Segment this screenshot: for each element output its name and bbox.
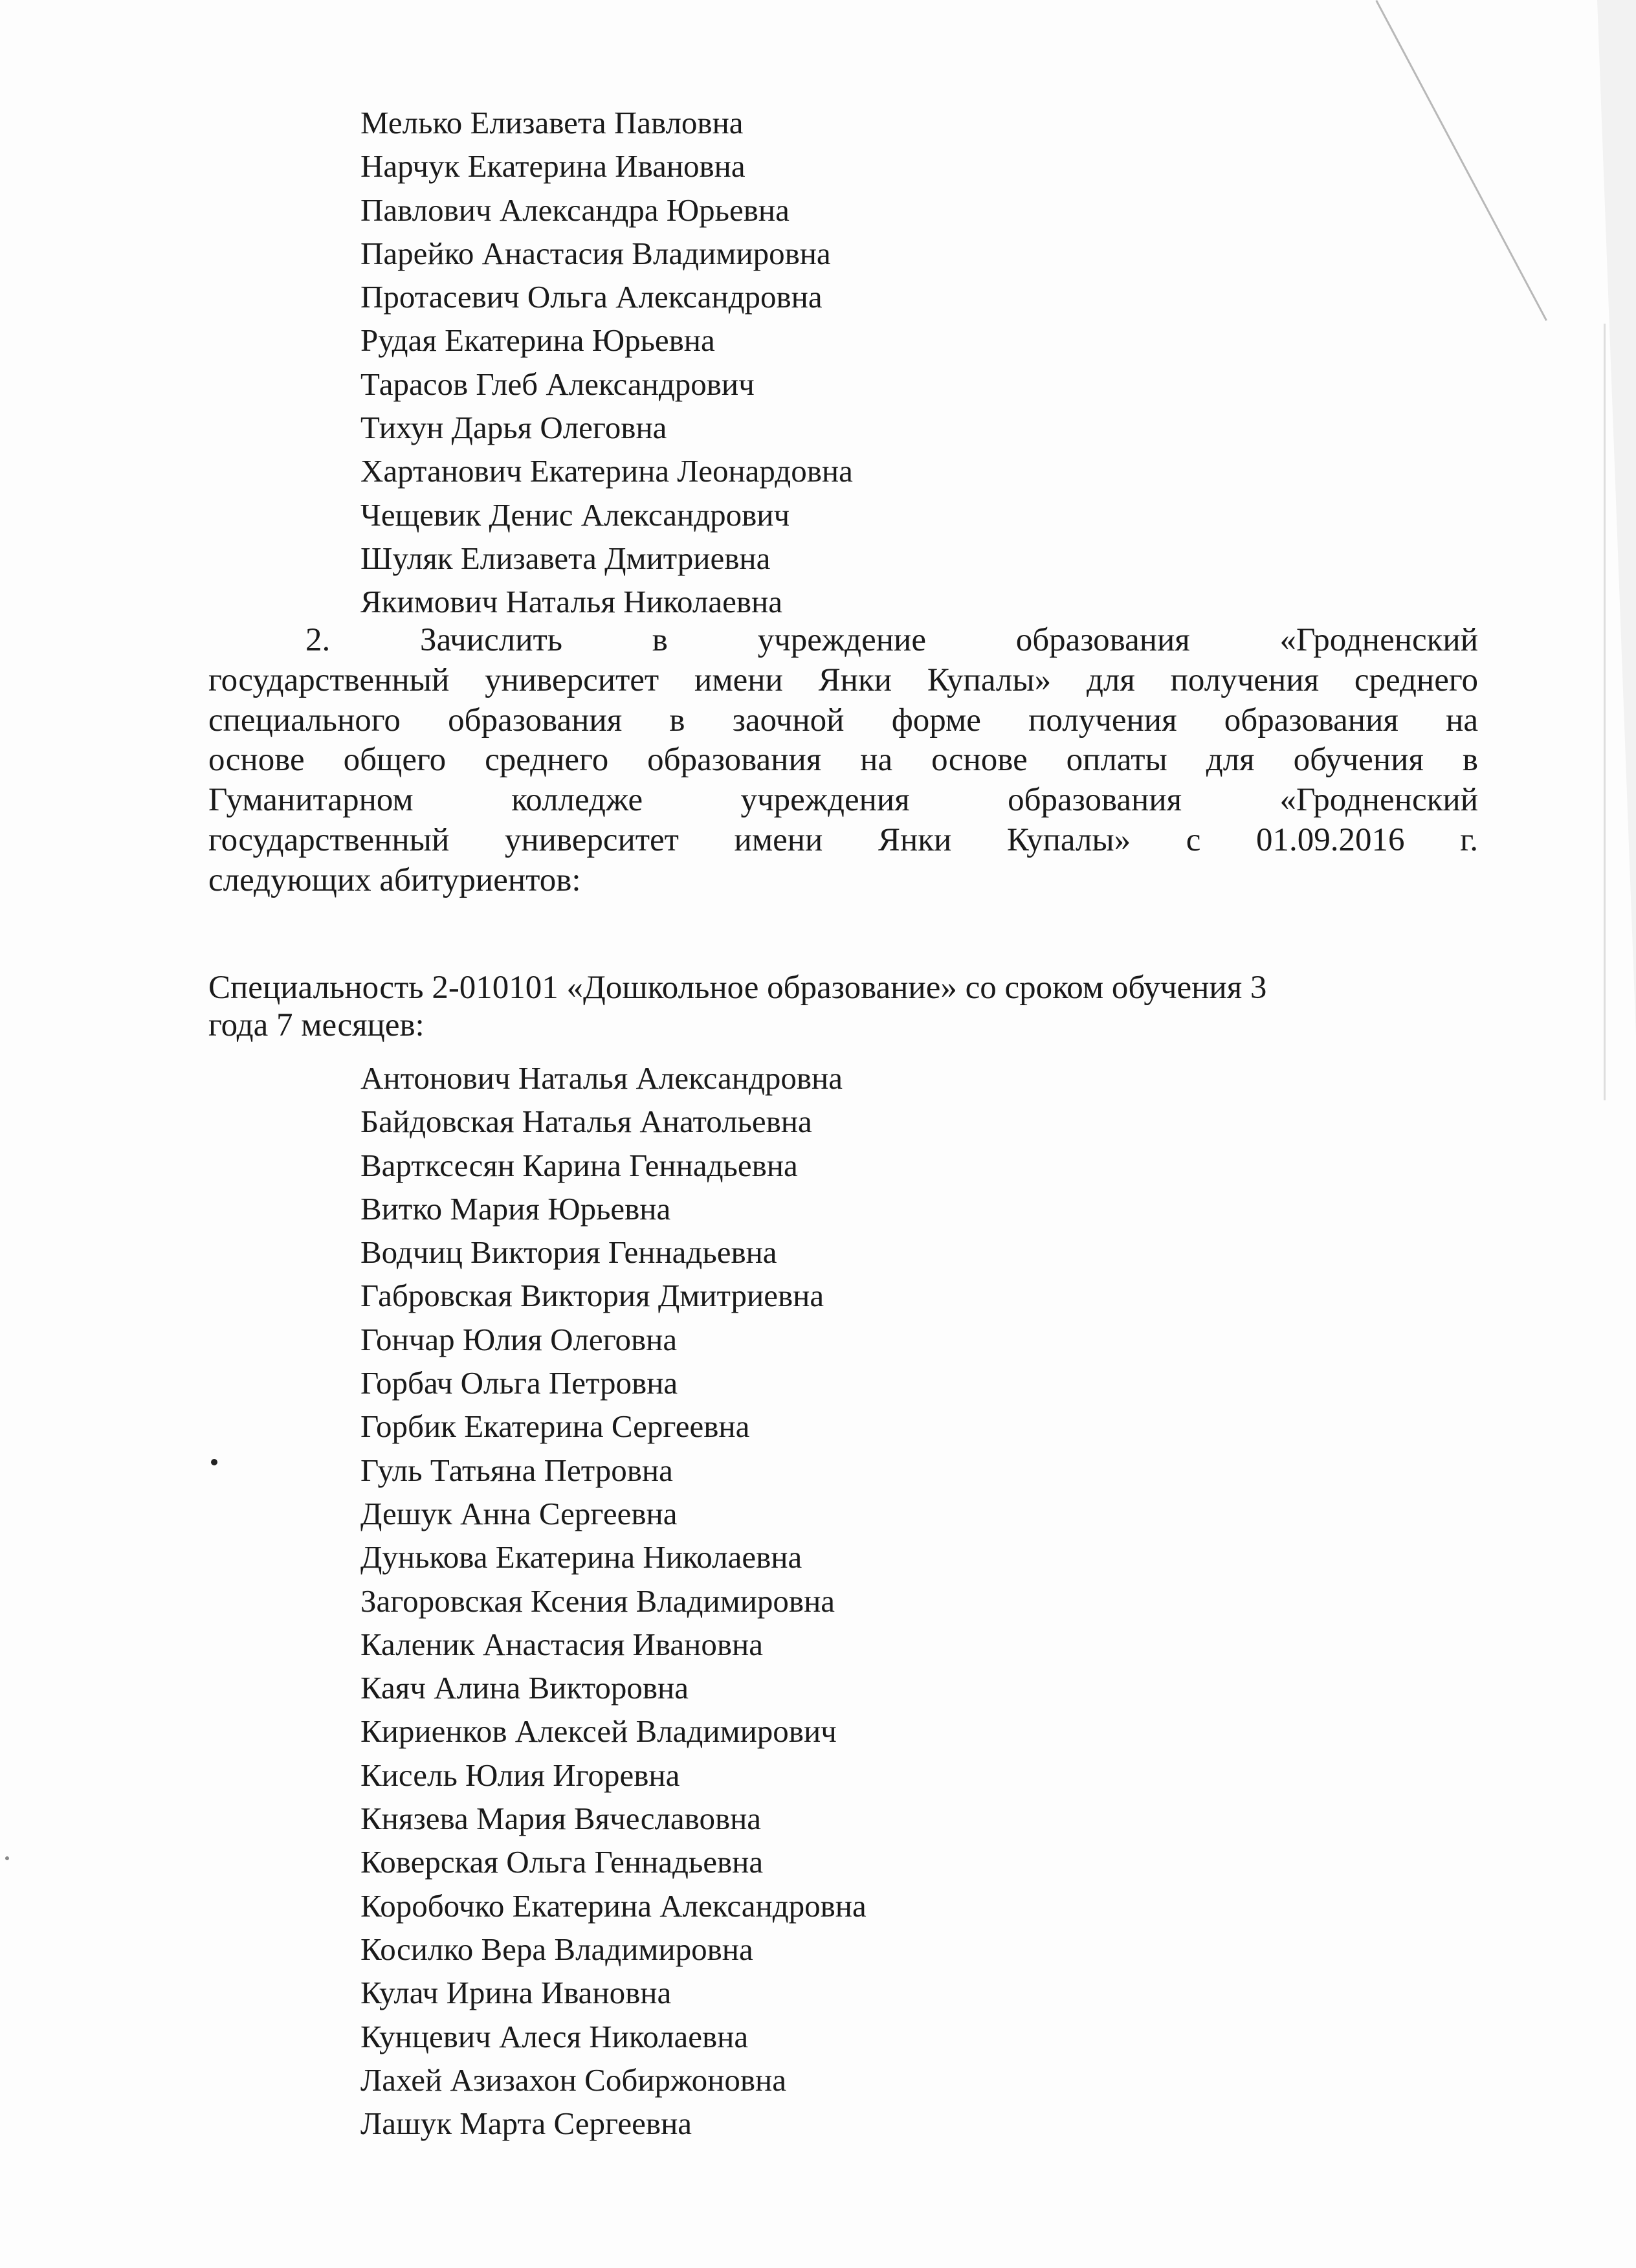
list-item: Каленик Анастасия Ивановна xyxy=(360,1626,763,1662)
specialty-line: Специальность 2-010101 «Дошкольное образование» со сроком обучения 3 xyxy=(208,970,1267,1006)
list-item: Вартксесян Карина Геннадьевна xyxy=(360,1147,798,1183)
specialty-line: года 7 месяцев: xyxy=(208,1007,425,1043)
list-item: Лахей Азизахон Собиржоновна xyxy=(360,2062,786,2098)
list-item: Дунькова Екатерина Николаевна xyxy=(360,1539,802,1575)
list-item: Шуляк Елизавета Дмитриевна xyxy=(360,540,771,576)
list-item: Горбач Ольга Петровна xyxy=(360,1365,678,1401)
list-item: Косилко Вера Владимировна xyxy=(360,1931,753,1967)
list-item: Витко Мария Юрьевна xyxy=(360,1190,671,1227)
list-item: Парейко Анастасия Владимировна xyxy=(360,235,831,271)
list-item: Кисель Юлия Игоревна xyxy=(360,1757,680,1793)
list-item: Чещевик Денис Александрович xyxy=(360,496,790,533)
list-item: Кунцевич Алеся Николаевна xyxy=(360,2018,749,2054)
list-item: Кулач Ирина Ивановна xyxy=(360,1975,672,2011)
enrolled-names-list-continued xyxy=(360,101,853,624)
list-item: Тихун Дарья Олеговна xyxy=(360,410,667,446)
list-item: Водчиц Виктория Геннадьевна xyxy=(360,1234,777,1271)
list-item: Байдовская Наталья Анатольевна xyxy=(360,1104,812,1140)
paragraph-line: Гуманитарном колледже учреждения образования «Гродненский xyxy=(208,782,1478,819)
scan-speck xyxy=(5,1856,9,1860)
paragraph-line: специального образования в заочной форме получения образования на xyxy=(208,702,1478,739)
list-item: Лашук Марта Сергеевна xyxy=(360,2106,692,2142)
paragraph-line: следующих абитуриентов: xyxy=(208,862,581,898)
list-item: Гуль Татьяна Петровна xyxy=(360,1452,673,1488)
scanned-page-edge xyxy=(1604,324,1606,1100)
list-item: Дешук Анна Сергеевна xyxy=(360,1495,678,1531)
list-item: Коробочко Екатерина Александровна xyxy=(360,1887,867,1924)
list-item: Горбик Екатерина Сергеевна xyxy=(360,1408,750,1445)
list-item: Загоровская Ксения Владимировна xyxy=(360,1583,835,1619)
list-item: Хартанович Екатерина Леонардовна xyxy=(360,453,853,489)
list-item: Мелько Елизавета Павловна xyxy=(360,105,744,140)
list-item: Кириенков Алексей Владимирович xyxy=(360,1713,837,1750)
scanned-corner-shade xyxy=(1597,0,1636,1036)
list-item: Протасевич Ольга Александровна xyxy=(360,279,823,315)
paragraph-line: государственный университет имени Янки Купалы» с 01.09.2016 г. xyxy=(208,821,1478,858)
paragraph-line: основе общего среднего образования на основе оплаты для обучения в xyxy=(208,742,1478,779)
scan-speck xyxy=(211,1459,217,1465)
list-item: Гончар Юлия Олеговна xyxy=(360,1321,678,1357)
list-item: Рудая Екатерина Юрьевна xyxy=(360,322,715,359)
enrolled-names-list xyxy=(360,1056,867,2145)
list-item: Князева Мария Вячеславовна xyxy=(360,1801,762,1837)
list-item: Якимович Наталья Николаевна xyxy=(360,584,782,620)
scanned-corner-fold xyxy=(1375,0,1547,321)
list-item: Нарчук Екатерина Ивановна xyxy=(360,148,746,184)
paragraph-line: государственный университет имени Янки Купалы» для получения среднего xyxy=(208,662,1478,698)
list-item: Антонович Наталья Александровна xyxy=(360,1060,843,1096)
paragraph-line: 2. Зачислить в учреждение образования «Гродненский xyxy=(305,622,1478,658)
list-item: Коверская Ольга Геннадьевна xyxy=(360,1844,764,1880)
list-item: Каяч Алина Викторовна xyxy=(360,1670,689,1706)
list-item: Павлович Александра Юрьевна xyxy=(360,192,790,228)
list-item: Габровская Виктория Дмитриевна xyxy=(360,1278,824,1314)
specialty-heading xyxy=(208,969,1464,1044)
list-item: Тарасов Глеб Александрович xyxy=(360,366,755,402)
enrollment-paragraph xyxy=(208,621,1478,901)
